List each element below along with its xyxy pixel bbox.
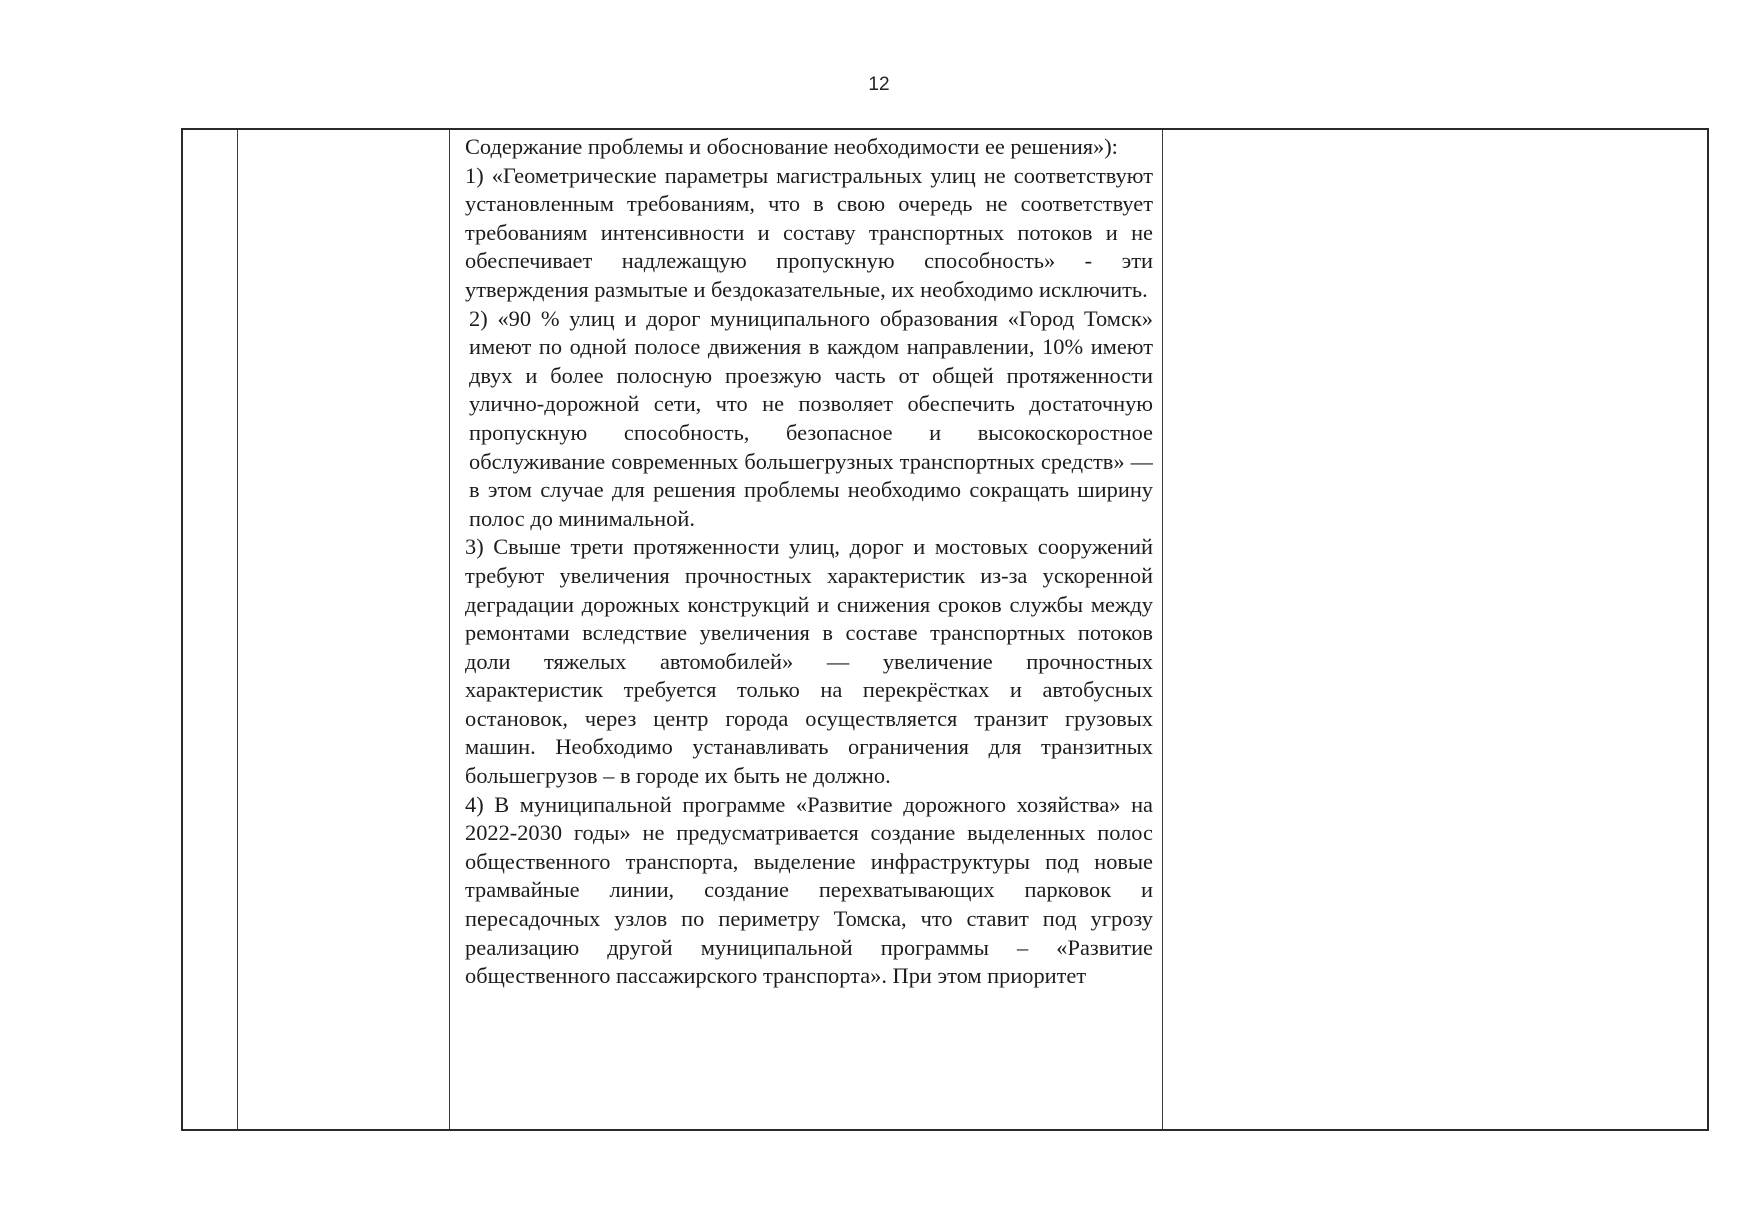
column-divider-3: [1162, 130, 1163, 1129]
column-divider-1: [237, 130, 238, 1129]
comment-text-cell: [465, 133, 1153, 1129]
comments-table: [181, 128, 1709, 1131]
paragraph-item-2: 2) «90 % улиц и дорог муниципального образования «Город Томск» имеют по одной полосе движения в каждом направлении, 10% имеют двух и более полосную проезжую часть от общей протяженности улично-дорожной сети, что не позволяет обеспечить достаточную пропускную способность, безопасное и высокоскоростное обслуживание современных большегрузных транспортных средств» — в этом случае для решения проблемы необходимо сокращать ширину полос до минимальной.: [469, 305, 1153, 531]
paragraph-item-3: 3) Свыше трети протяженности улиц, дорог и мостовых сооружений требуют увеличения прочностных характеристик из-за ускоренной деградации дорожных конструкций и снижения сроков службы между ремонтами вследствие увеличения в составе транспортных потоков доли тяжелых автомобилей» — увеличение прочностных характеристик требуется только на перекрёстках и автобусных остановок, через центр города осуществляется транзит грузовых машин. Необходимо устанавливать ограничения для транзитных большегрузов – в городе их быть не должно.: [465, 534, 1153, 789]
column-divider-2: [449, 130, 450, 1129]
page-number: 12: [868, 74, 890, 95]
paragraph-item-4: 4) В муниципальной программе «Развитие дорожного хозяйства» на 2022-2030 годы» не предусматривается создание выделенных полос общественного транспорта, выделение инфраструктуры под новые трамвайные линии, создание перехватывающих парковок и пересадочных узлов по периметру Томска, что ставит под угрозу реализацию другой муниципальной программы – «Развитие общественного пассажирского транспорта». При этом приоритет: [465, 791, 1153, 989]
paragraph-intro: Содержание проблемы и обоснование необходимости ее решения»):: [465, 134, 1118, 159]
paragraph-item-1: 1) «Геометрические параметры магистральных улиц не соответствуют установленным требованиям, что в свою очередь не соответствует требованиям интенсивности и составу транспортных потоков и не обеспечивает надлежащую пропускную способность» - эти утверждения размытые и бездоказательные, их необходимо исключить.: [465, 162, 1153, 302]
